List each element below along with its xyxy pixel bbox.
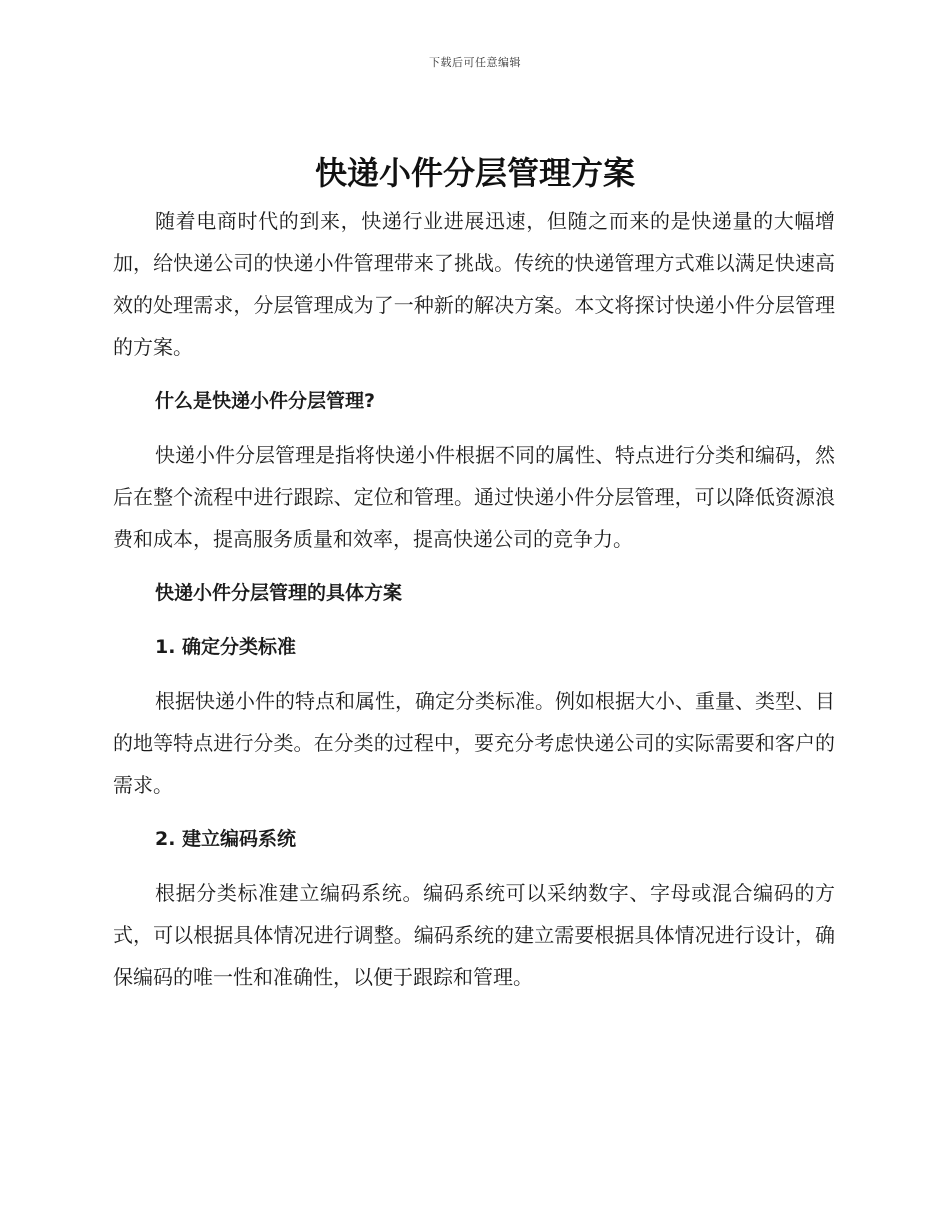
- page-header: 下载后可任意编辑: [429, 56, 521, 69]
- step-paragraph-classification: 根据快递小件的特点和属性，确定分类标准。例如根据大小、重量、类型、目的地等特点进行分类。在分类的过程中，要充分考虑快递公司的实际需要和客户的需求。: [113, 689, 835, 797]
- step-heading-classification: 1. 确定分类标准: [155, 636, 297, 658]
- section-heading-what-is: 什么是快递小件分层管理?: [155, 390, 376, 412]
- section-paragraph-what-is: 快递小件分层管理是指将快递小件根据不同的属性、特点进行分类和编码，然后在整个流程中进行跟踪、定位和管理。通过快递小件分层管理，可以降低资源浪费和成本，提高服务质量和效率，提高快递公司的竞争力。: [113, 443, 835, 551]
- document-body: [113, 200, 835, 998]
- section-heading-plan: 快递小件分层管理的具体方案: [155, 582, 403, 604]
- step-heading-coding-system: 2. 建立编码系统: [155, 828, 297, 850]
- document-title: 快递小件分层管理方案: [314, 154, 635, 192]
- intro-paragraph: 随着电商时代的到来，快递行业进展迅速，但随之而来的是快递量的大幅增加，给快递公司的快递小件管理带来了挑战。传统的快递管理方式难以满足快速高效的处理需求，分层管理成为了一种新的解决方案。本文将探讨快递小件分层管理的方案。: [113, 209, 835, 359]
- step-paragraph-coding-system: 根据分类标准建立编码系统。编码系统可以采纳数字、字母或混合编码的方式，可以根据具体情况进行调整。编码系统的建立需要根据具体情况进行设计，确保编码的唯一性和准确性，以便于跟踪和管理。: [113, 881, 835, 989]
